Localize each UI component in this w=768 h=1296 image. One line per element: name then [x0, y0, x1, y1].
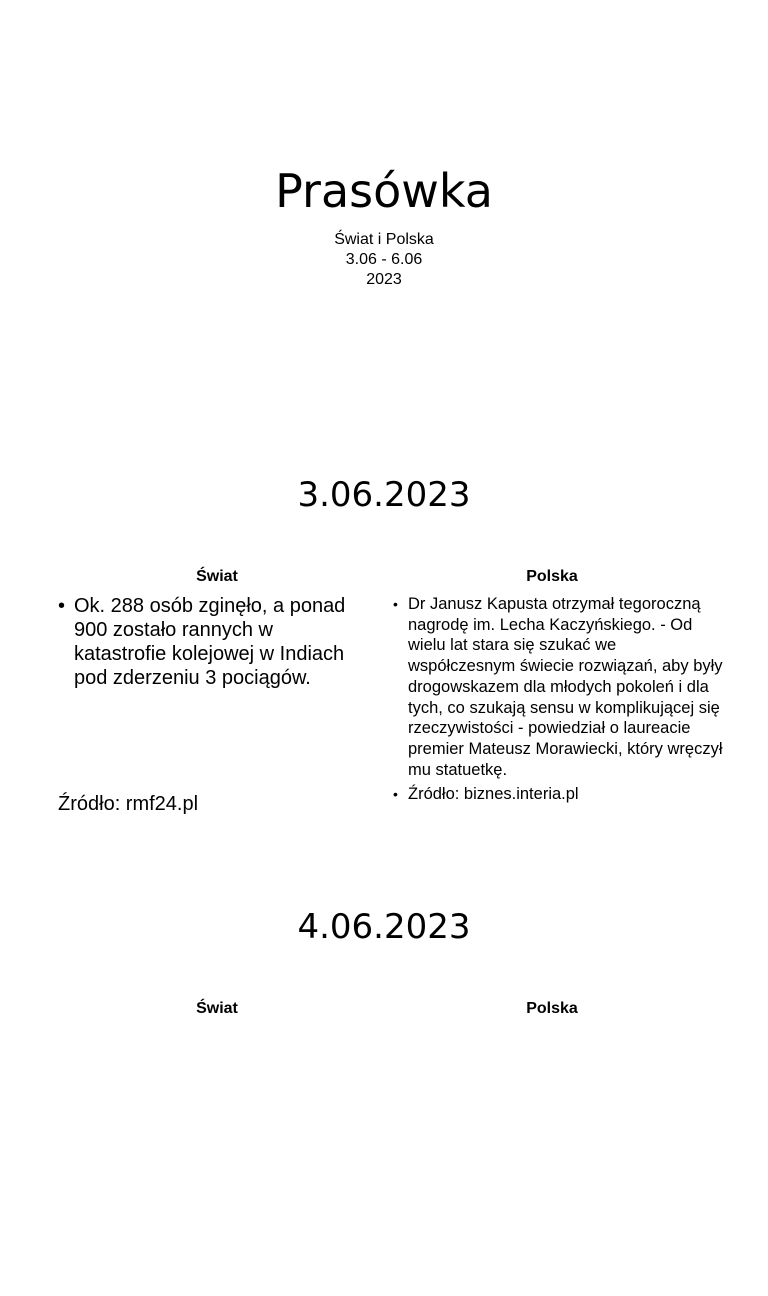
slide-4-06-2023 — [0, 864, 768, 1296]
bullet-icon: • — [393, 786, 398, 803]
subtitle-line: 2023 — [366, 271, 402, 288]
title-slide — [0, 0, 768, 432]
world-column-header: Świat — [196, 568, 238, 585]
bullet-icon: • — [58, 595, 66, 617]
poland-news — [393, 594, 723, 805]
subtitle — [0, 230, 768, 290]
slide-3-06-2023 — [0, 432, 768, 864]
poland-news-source: Źródło: biznes.interia.pl — [408, 785, 579, 804]
subtitle-line: 3.06 - 6.06 — [345, 251, 423, 268]
poland-column-header: Polska — [526, 568, 578, 585]
date-heading: 3.06.2023 — [297, 475, 471, 515]
list-item — [393, 594, 723, 780]
world-column-header: Świat — [196, 1000, 238, 1017]
list-item — [393, 784, 723, 805]
world-news — [58, 594, 363, 690]
page-title: Prasówka — [275, 164, 493, 218]
world-news-source: Źródło: rmf24.pl — [58, 793, 199, 815]
poland-news-text: Dr Janusz Kapusta otrzymał tegoroczną nagrodę im. Lecha Kaczyńskiego. - Od wielu lat stara się szukać we współczesnym świecie rozwiązań, aby były drogowskazem dla młodych pokoleń i dla tych, co szukają sensu w komplikującej się rzeczywistości - powiedział o laureacie premier Mateusz Morawiecki, który wręczył mu statuetkę. — [408, 595, 723, 779]
date-heading: 4.06.2023 — [297, 907, 471, 947]
poland-column-header: Polska — [526, 1000, 578, 1017]
subtitle-line: Świat i Polska — [334, 231, 434, 248]
world-news-text: Ok. 288 osób zginęło, a ponad 900 zostało rannych w katastrofie kolejowej w Indiach pod zderzeniu 3 pociągów. — [74, 595, 346, 689]
bullet-icon: • — [393, 596, 398, 612]
list-item — [58, 594, 363, 690]
